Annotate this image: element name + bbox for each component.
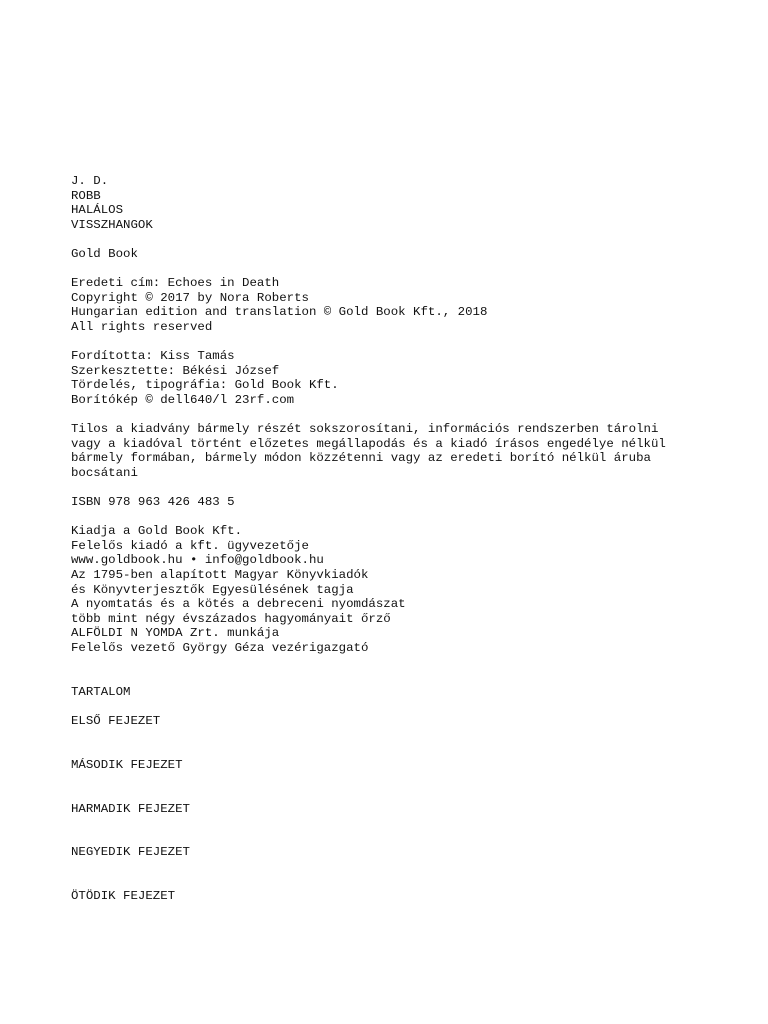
copyright-page <box>71 174 751 904</box>
credits-block <box>71 349 751 407</box>
notice-line: vagy a kiadóval történt előzetes megállapodás és a kiadó írásos engedélye nélkül <box>71 436 666 451</box>
toc-item[interactable]: MÁSODIK FEJEZET <box>71 757 183 772</box>
imprint-line: Az 1795-ben alapított Magyar Könyvkiadók <box>71 568 369 583</box>
all-rights-reserved: All rights reserved <box>71 319 213 334</box>
imprint-contact: www.goldbook.hu • info@goldbook.hu <box>71 553 324 568</box>
imprint-line: A nyomtatás és a kötés a debreceni nyomdászat <box>71 597 406 612</box>
isbn: ISBN 978 963 426 483 5 <box>71 495 235 510</box>
book-title-line-1: HALÁLOS <box>71 203 124 218</box>
title-block <box>71 174 751 232</box>
cover-image-credit: Borítókép © dell640/l 23rf.com <box>71 392 295 407</box>
notice-line: Tilos a kiadvány bármely részét sokszorosítani, információs rendszerben tárolni <box>71 422 659 437</box>
toc-heading: TARTALOM <box>71 684 131 699</box>
toc-item[interactable]: HARMADIK FEJEZET <box>71 801 190 816</box>
notice-line: bármely formában, bármely módon közzétenni vagy az eredeti borító nélkül áruba <box>71 451 651 466</box>
toc-item[interactable]: NEGYEDIK FEJEZET <box>71 845 190 860</box>
imprint-line: ALFÖLDI N YOMDA Zrt. munkája <box>71 626 280 641</box>
imprint-line: Kiadja a Gold Book Kft. <box>71 524 243 539</box>
book-title-line-2: VISSZHANGOK <box>71 217 153 232</box>
author-last-line: ROBB <box>71 188 101 203</box>
imprint-line: Felelős kiadó a kft. ügyvezetője <box>71 538 309 553</box>
rights-block <box>71 276 751 334</box>
publisher-name: Gold Book <box>71 246 138 261</box>
author-first-line: J. D. <box>71 174 109 188</box>
translation-copyright: Hungarian edition and translation © Gold Book Kft., 2018 <box>71 305 488 320</box>
imprint-line: több mint négy évszázados hagyományait őrző <box>71 611 391 626</box>
toc-item[interactable]: ELSŐ FEJEZET <box>71 713 161 728</box>
translator-credit: Fordította: Kiss Tamás <box>71 349 235 364</box>
toc-item[interactable]: ÖTÖDIK FEJEZET <box>71 889 176 904</box>
typesetting-credit: Tördelés, tipográfia: Gold Book Kft. <box>71 378 339 393</box>
copyright-line: Copyright © 2017 by Nora Roberts <box>71 290 309 305</box>
original-title: Eredeti cím: Echoes in Death <box>71 276 280 291</box>
notice-line: bocsátani <box>71 465 138 480</box>
legal-notice <box>71 422 751 480</box>
imprint-line: és Könyvterjesztők Egyesülésének tagja <box>71 582 354 597</box>
table-of-contents <box>71 685 751 904</box>
editor-credit: Szerkesztette: Békési József <box>71 363 280 378</box>
imprint-line: Felelős vezető György Géza vezérigazgató <box>71 641 369 655</box>
imprint-block <box>71 524 751 655</box>
